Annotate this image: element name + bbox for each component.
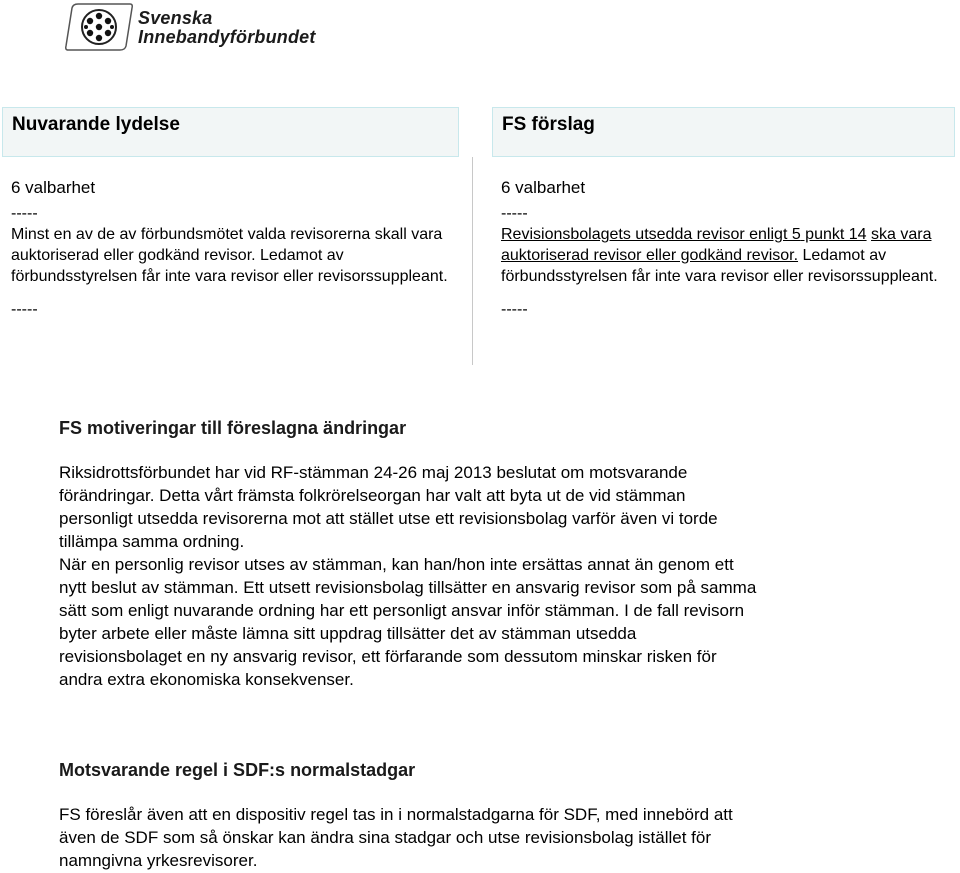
right-text-part1: Revisionsbolagets utsedda revisor enligt 5 (501, 226, 801, 243)
right-text-part2: punkt 14 (800, 226, 867, 243)
logo (58, 2, 316, 52)
right-text-part3: ska vara auktoriserad revisor eller godkänd revisor. (501, 226, 932, 264)
logo-line1: Svenska (138, 8, 213, 28)
right-section-title: 6 valbarhet (501, 178, 586, 197)
motivation-line: nytt beslut av stämman. Ett utsett revisionsbolag tillsätter en ansvarig revisor som på samma (59, 578, 757, 597)
norm-line: namngivna yrkesrevisorer. (59, 851, 258, 870)
current-wording-header: Nuvarande lydelse (2, 107, 459, 157)
right-text-part4: Ledamot av förbundsstyrelsen får inte vara revisor eller revisorssuppleant. (501, 247, 938, 285)
fs-proposal-header: FS förslag (492, 107, 955, 157)
motivation-line: förändringar. Detta vårt främsta folkrörelseorgan har valt att byta ut de vid stämman (59, 486, 686, 505)
motivation-section (59, 418, 899, 691)
motivation-line: byter arbete eller måste lämna sitt uppdrag tillsätter det av stämman utsedda (59, 624, 637, 643)
motivation-line: personligt utsedda revisorerna mot att stället utse ett revisionsbolag varför även vi torde (59, 509, 718, 528)
motivation-line: tillämpa samma ordning. (59, 532, 245, 551)
norm-text (59, 803, 899, 872)
left-dash-bottom: ----- (11, 301, 38, 318)
column-divider (472, 157, 473, 365)
logo-line2: Innebandyförbundet (138, 27, 316, 47)
norm-line: även de SDF som så önskar kan ändra sina stadgar och utse revisionsbolag istället för (59, 828, 712, 847)
motivation-line: sätt som enligt nuvarande ordning har ett personligt ansvar inför stämman. I de fall revisorn (59, 601, 745, 620)
motivation-line: andra extra ekonomiska konsekvenser. (59, 670, 354, 689)
floorball-icon (58, 2, 134, 52)
motivation-line: Riksidrottsförbundet har vid RF-stämman 24-26 maj 2013 beslutat om motsvarande (59, 463, 688, 482)
norm-section (59, 760, 899, 872)
motivation-text (59, 461, 899, 691)
motivation-line: När en personlig revisor utses av stämman, kan han/hon inte ersättas annat än genom ett (59, 555, 734, 574)
left-paragraph: Minst en av de av förbundsmötet valda revisorerna skall vara auktoriserad eller godkänd revisor. Ledamot av förbundsstyrelsen får inte vara revisor eller revisorssuppleant. (11, 226, 448, 285)
right-dash-bottom: ----- (501, 301, 528, 318)
fs-proposal-body (501, 177, 951, 320)
norm-title: Motsvarande regel i SDF:s normalstadgar (59, 760, 416, 780)
left-dash-top: ----- (11, 205, 38, 222)
current-wording-body (11, 177, 451, 320)
norm-line: FS föreslår även att en dispositiv regel tas in i normalstadgarna för SDF, med innebörd att (59, 805, 733, 824)
right-dash-top: ----- (501, 205, 528, 222)
motivation-line: revisionsbolaget en ny ansvarig revisor, ett förfarande som dessutom minskar risken för (59, 647, 717, 666)
motivation-title: FS motiveringar till föreslagna ändringar (59, 418, 407, 438)
right-paragraph (501, 224, 951, 287)
left-section-title: 6 valbarhet (11, 178, 96, 197)
